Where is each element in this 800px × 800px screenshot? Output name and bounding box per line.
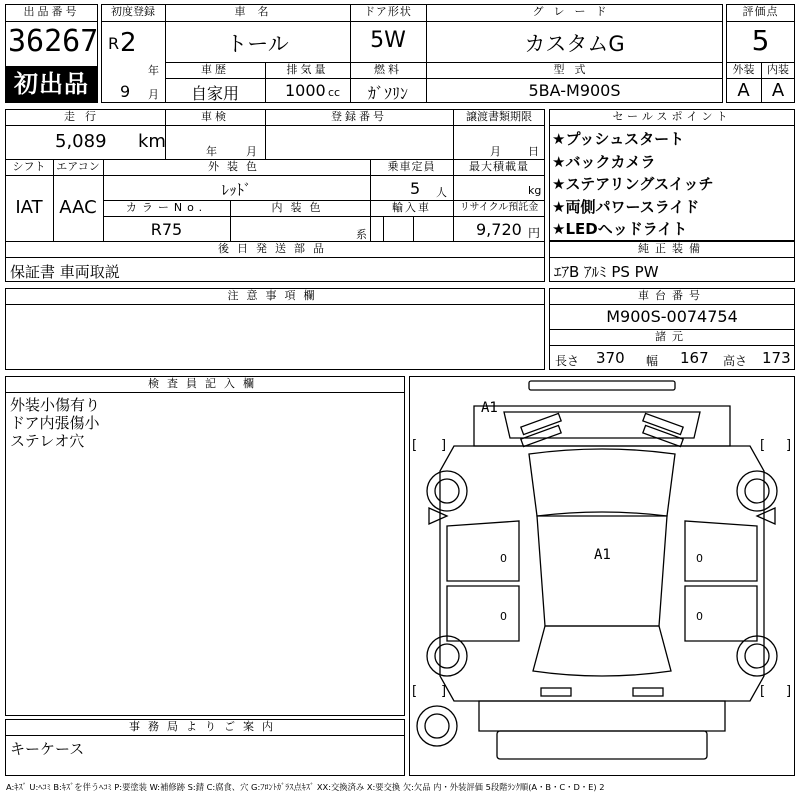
wheel-rear-left xyxy=(427,636,467,676)
listing-number: 36267 xyxy=(8,24,99,59)
equipment-value: ｴｱB ｱﾙﾐ PS PW xyxy=(554,263,659,281)
history-value: 自家用 xyxy=(190,84,239,103)
width-value: 167 xyxy=(680,349,709,367)
door-label: ドア形状 xyxy=(364,5,412,18)
mileage-label: 走行 xyxy=(64,110,106,123)
max-load-label: 最大積載量 xyxy=(469,160,529,173)
capacity-value: 5 xyxy=(410,179,421,198)
transfer-day-unit: 日 xyxy=(528,145,539,158)
sales-points-label: セールスポイント xyxy=(612,110,732,123)
ext-color-label: 外装色 xyxy=(208,160,265,173)
int-color-label: 内装色 xyxy=(271,201,329,214)
transfer-label: 譲渡書類期限 xyxy=(466,110,532,123)
registration-year-unit: 年 xyxy=(148,64,159,77)
sales-point: ★プッシュスタート xyxy=(552,130,685,148)
score-interior-label: 内装 xyxy=(767,63,789,76)
displacement-label: 排気量 xyxy=(286,63,329,76)
registration-month-unit: 月 xyxy=(148,88,159,101)
bracket-close: ] xyxy=(786,438,792,453)
sales-point: ★バックカメラ xyxy=(552,152,656,171)
capacity-unit: 人 xyxy=(436,186,447,199)
car-diagram xyxy=(409,376,795,776)
equipment-label: 純正装備 xyxy=(638,242,706,255)
shift-value: IAT xyxy=(15,197,43,218)
color-no-value: R75 xyxy=(150,220,183,239)
width-label: 幅 xyxy=(646,354,659,368)
sales-point: ★LEDヘッドライト xyxy=(552,220,688,238)
damage-mark-front: A1 xyxy=(481,400,498,416)
color-no-label: カラーNo. xyxy=(125,201,208,214)
score-exterior-label: 外装 xyxy=(732,63,755,76)
transfer-month-unit: 月 xyxy=(490,145,501,158)
recycle-label: リサイクル預託金 xyxy=(459,202,539,213)
height-value: 173 xyxy=(762,349,791,367)
fuel-value: ｶﾞｿﾘﾝ xyxy=(367,84,408,103)
sales-points-list xyxy=(552,128,792,241)
specs-label: 諸元 xyxy=(655,330,689,343)
office-value: キーケース xyxy=(10,740,85,758)
model-code: 5BA-M900S xyxy=(528,81,621,100)
wheel-front-right xyxy=(737,471,777,511)
registration-era: R xyxy=(108,34,120,53)
max-load-unit: kg xyxy=(528,184,542,197)
displacement-unit: cc xyxy=(328,86,341,99)
inspection-month-unit: 月 xyxy=(246,145,257,158)
length-value: 370 xyxy=(596,349,625,367)
shipping-label: 後日発送部品 xyxy=(218,242,332,255)
capacity-label: 乗車定員 xyxy=(387,160,436,173)
rear-bumper-strip xyxy=(497,731,707,759)
door-handle-mark: 0 xyxy=(500,610,507,623)
reg-no-label: 登録番号 xyxy=(331,110,387,123)
history-label: 車歴 xyxy=(201,63,229,76)
model-code-label: 型式 xyxy=(553,63,596,76)
chassis-value: M900S-0074754 xyxy=(606,307,738,326)
registration-label: 初度登録 xyxy=(111,5,155,18)
legend: A:ｷｽﾞ U:ﾍｺﾐ B:ｷｽﾞを伴うﾍｺﾐ P:要塗装 W:補修跡 S:錆 C:腐食、穴 G:ﾌﾛﾝﾄｶﾞﾗｽ点ｷｽﾞ XX:交換済み X:要交換 欠:欠品 内・外装評価 5段階ﾗﾝｸ順(A・B・C・D・E) 2 xyxy=(6,782,605,792)
import-label: 輸入車 xyxy=(392,201,431,214)
inspection-label: 車検 xyxy=(201,110,229,123)
door-handle-mark: 0 xyxy=(696,552,703,565)
inspector-note: ドア内張傷小 xyxy=(10,414,100,432)
aircon-label: エアコン xyxy=(56,160,100,173)
damage-mark-roof: A1 xyxy=(594,547,611,563)
grade-value: カスタムG xyxy=(524,32,625,56)
bracket-close: ] xyxy=(441,684,447,699)
office-label: 事務局よりご案内 xyxy=(129,720,281,733)
door-value: 5W xyxy=(370,28,406,53)
windshield xyxy=(529,449,675,516)
mileage-value: 5,089 xyxy=(55,131,107,152)
bracket-close: ] xyxy=(786,684,792,699)
inspector-notes xyxy=(10,396,100,450)
recycle-value: 9,720 xyxy=(476,220,522,239)
car-name-label: 車名 xyxy=(234,5,281,18)
wheel-rear-right xyxy=(737,636,777,676)
roof xyxy=(537,516,667,626)
body-outline xyxy=(440,446,764,701)
recycle-unit: 円 xyxy=(528,226,541,240)
chassis-label: 車台番号 xyxy=(638,289,706,302)
door-handle-mark: 0 xyxy=(500,552,507,565)
bracket-close: ] xyxy=(441,438,447,453)
inspector-label: 検査員記入欄 xyxy=(148,377,262,390)
fuel-label: 燃料 xyxy=(374,63,402,76)
height-label: 高さ xyxy=(723,354,748,368)
int-color-unit: 系 xyxy=(356,228,367,241)
sales-point: ★ステアリングスイッチ xyxy=(552,175,714,193)
door-handle-mark: 0 xyxy=(696,610,703,623)
shift-label: シフト xyxy=(12,160,46,173)
score-value: 5 xyxy=(751,24,770,57)
first-listing-badge: 初出品 xyxy=(6,66,97,102)
sales-point: ★両側パワースライド xyxy=(552,197,700,216)
wheel-front-left xyxy=(427,471,467,511)
registration-year: 2 xyxy=(120,28,137,58)
score-interior: A xyxy=(771,80,785,101)
bracket-open: [ xyxy=(412,438,418,453)
inspection-year-unit: 年 xyxy=(206,145,217,158)
rear-panel xyxy=(479,701,725,731)
spare-tire xyxy=(417,706,457,746)
car-name: トール xyxy=(226,32,289,56)
score-label: 評価点 xyxy=(742,5,779,18)
aircon-value: AAC xyxy=(59,197,97,218)
bracket-open: [ xyxy=(412,684,418,699)
displacement-value: 1000 xyxy=(285,81,326,100)
rear-window xyxy=(533,626,671,676)
inspector-note: ステレオ穴 xyxy=(10,432,85,450)
mileage-unit: km xyxy=(138,131,166,152)
ext-color-value: ﾚｯﾄﾞ xyxy=(221,181,252,199)
shipping-value: 保証書 車両取説 xyxy=(10,263,120,281)
listing-number-label: 出品番号 xyxy=(23,5,80,18)
bracket-open: [ xyxy=(760,684,766,699)
score-exterior: A xyxy=(737,80,750,101)
length-label: 長さ xyxy=(555,354,580,368)
front-bumper-strip xyxy=(529,381,675,390)
bracket-open: [ xyxy=(760,438,766,453)
registration-month: 9 xyxy=(120,82,131,101)
inspector-note: 外装小傷有り xyxy=(10,396,101,414)
grade-label: グレード xyxy=(532,5,617,18)
notes-label: 注意事項欄 xyxy=(227,289,323,302)
